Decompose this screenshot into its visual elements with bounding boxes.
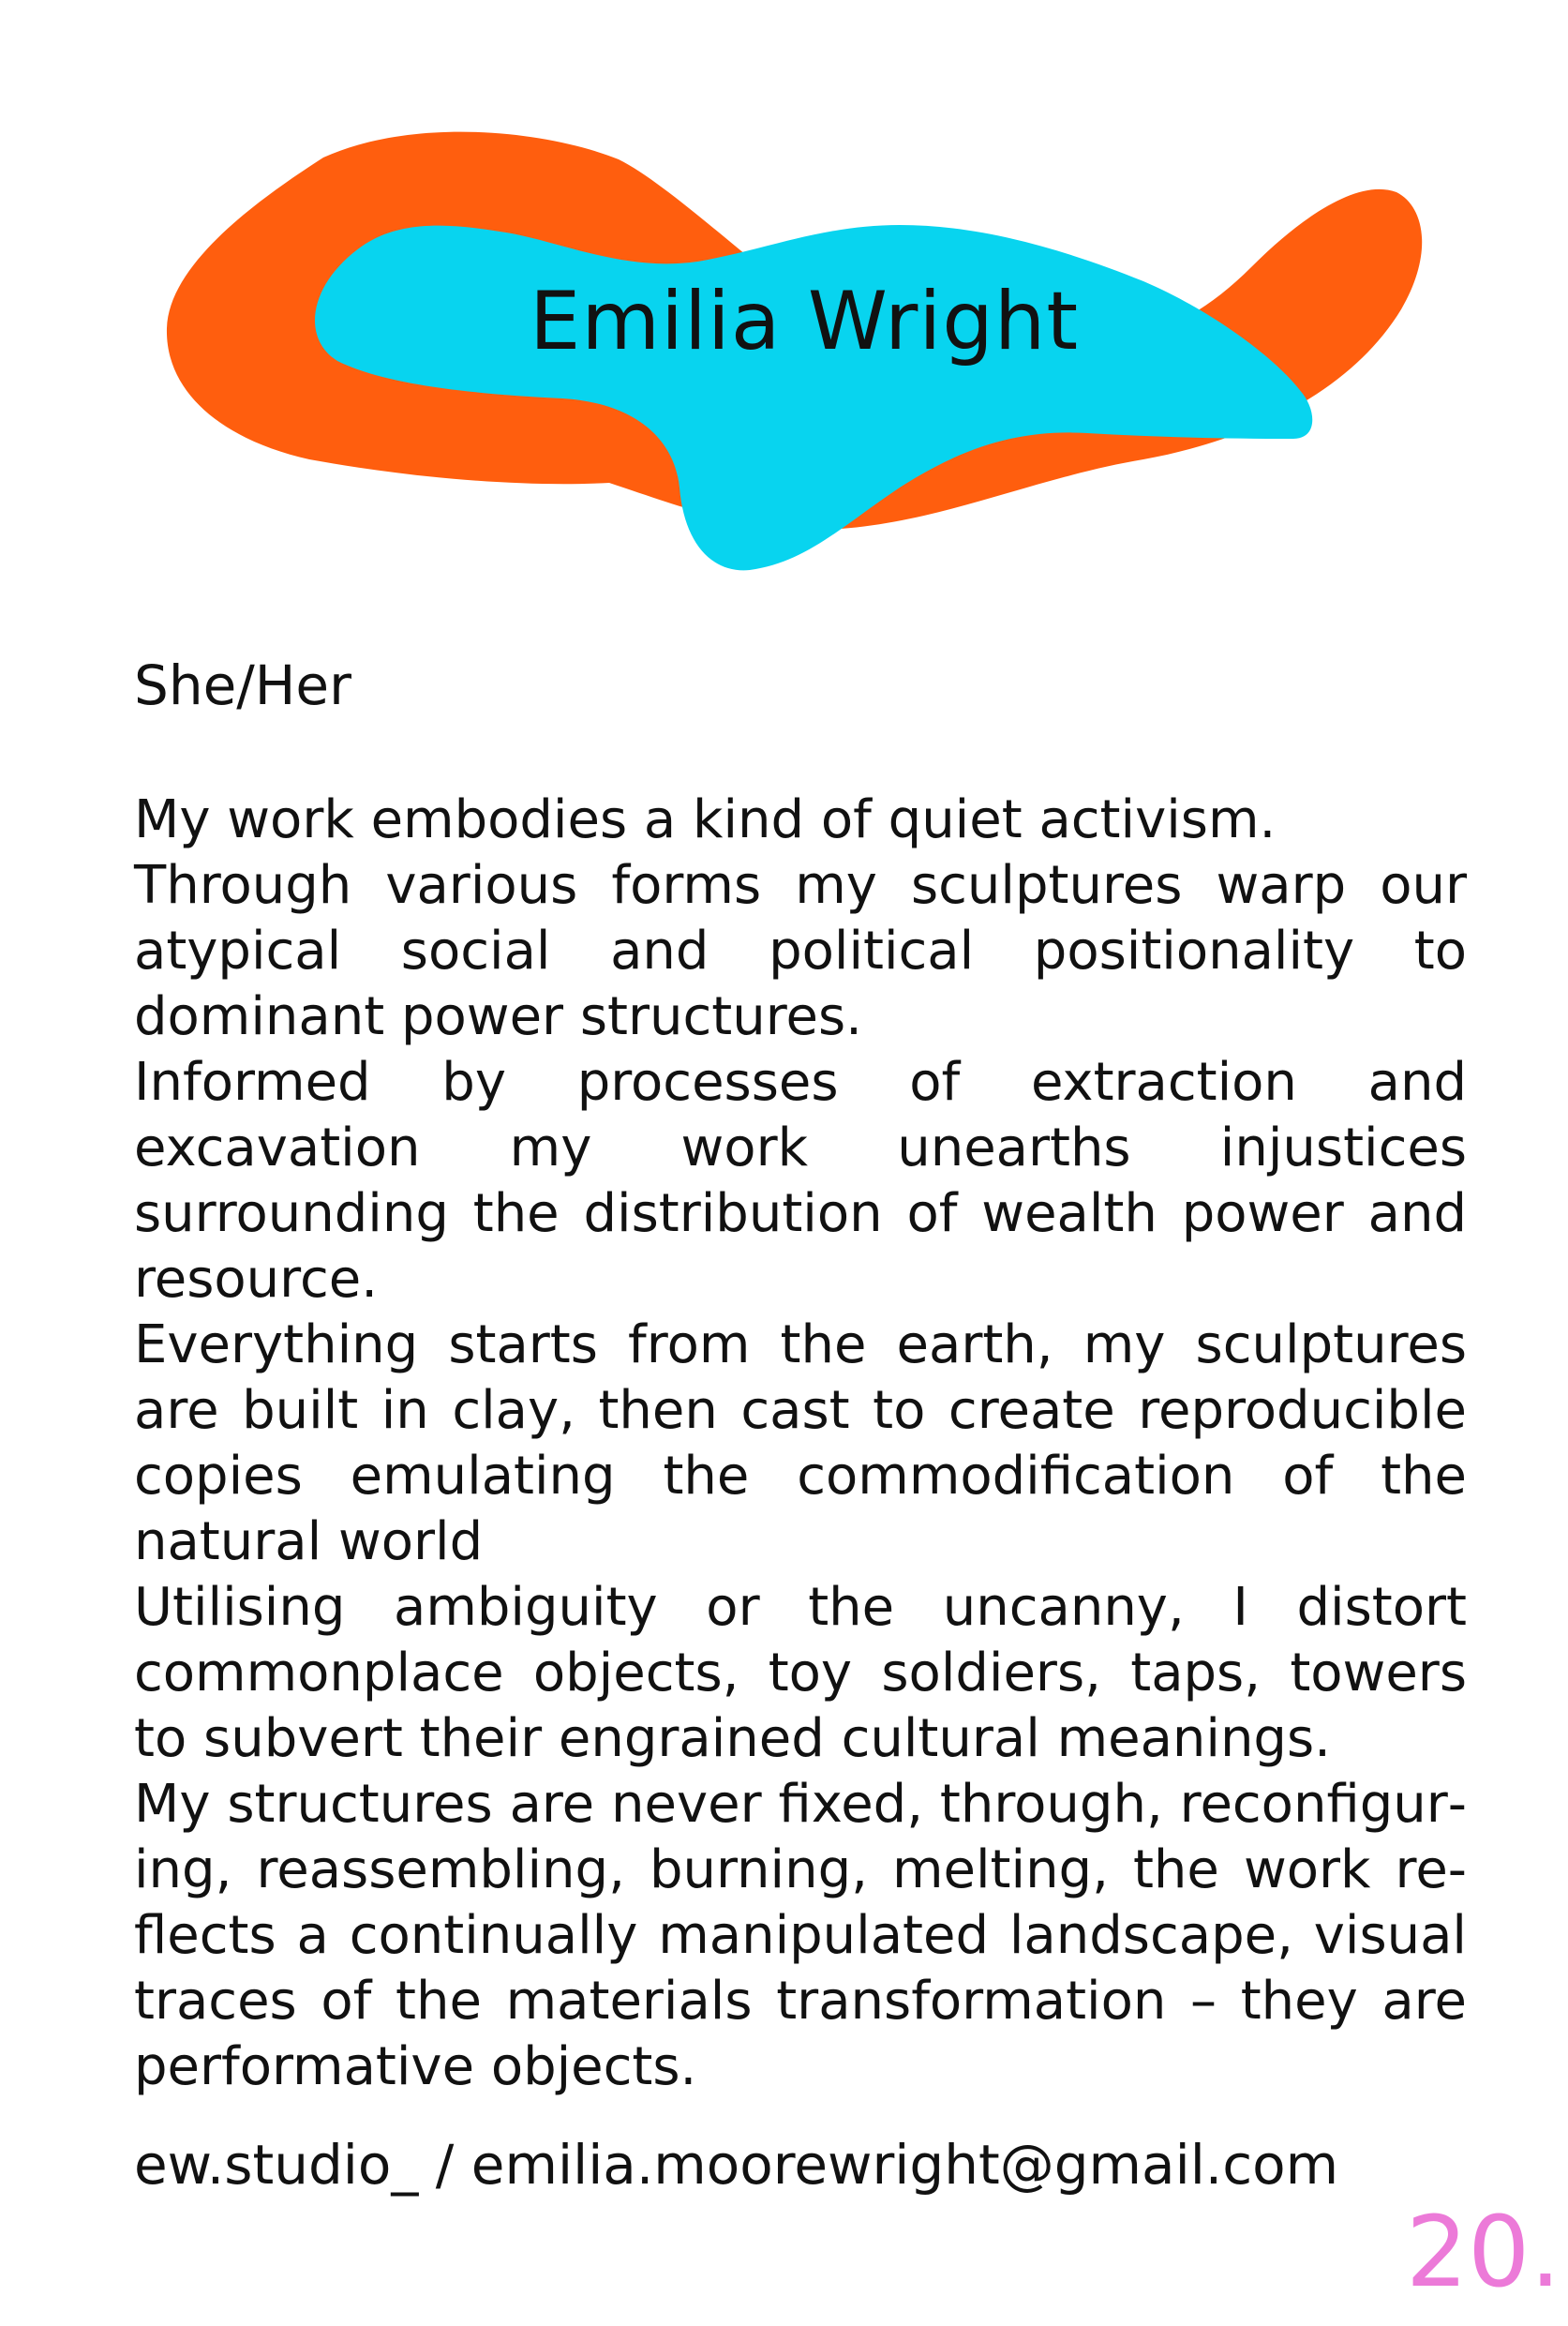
statement-paragraph: My work embodies a kind of quiet activism. (134, 789, 1277, 850)
statement-paragraph: Utilising ambiguity or the uncanny, I distort commonplace objects, toy soldiers, taps, towers to subvert their engrained cultural meanings. (134, 1577, 1467, 1769)
pronouns: She/Her (134, 653, 351, 717)
statement-paragraph: Through various forms my sculptures warp our atypical social and political positionality to dominant power structures. (134, 855, 1467, 1047)
page-number: 20. (1406, 2195, 1561, 2309)
statement-paragraph: Everything starts from the earth, my sculptures are built in clay, then cast to create reproducible copies emulating the commodification of the natural world (134, 1314, 1467, 1572)
artist-name: Emilia Wright (530, 275, 1080, 368)
statement-paragraph: Informed by processes of extraction and excavation my work unearths injustices surrounding the distribution of wealth power and resource. (134, 1052, 1467, 1310)
artist-statement (134, 788, 1467, 2100)
contact-info: ew.studio_ / emilia.moorewright@gmail.com (134, 2133, 1339, 2197)
statement-paragraph: My structures are never fixed, through, reconfiguring, reassembling, burning, melting, the work reflects a continually manipulated landscape, visual traces of the materials transformation – they are performative objects. (134, 1774, 1467, 2097)
